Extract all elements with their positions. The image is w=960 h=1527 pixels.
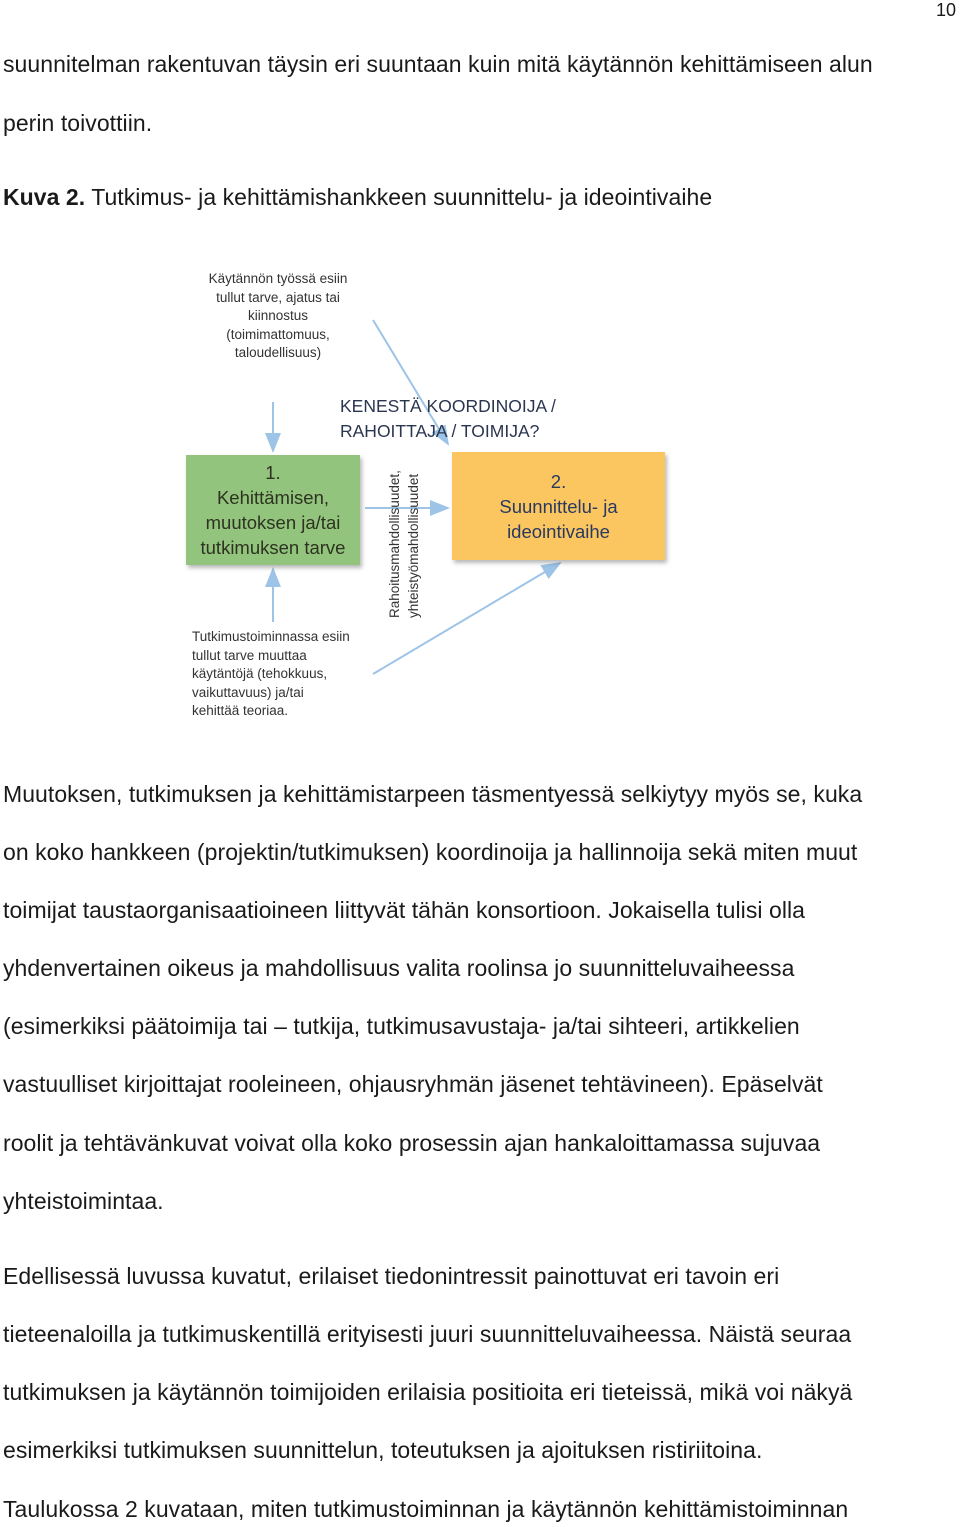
text-line: roolit ja tehtävänkuvat voivat olla koko prosessin ajan hankaloittamassa sujuvaa xyxy=(3,1130,821,1156)
page-number: 10 xyxy=(935,0,956,20)
text-line: tieteenaloilla ja tutkimuskentillä erityisesti juuri suunnitteluvaiheessa. Näistä seuraa xyxy=(3,1321,852,1347)
text-line: vastuulliset kirjoittajat rooleineen, ohjausryhmän jäsenet tehtävineen). Epäselvät xyxy=(3,1071,823,1097)
diagram xyxy=(180,262,680,732)
box-development-need: 1. Kehittämisen, muutoksen ja/tai tutkimuksen tarve xyxy=(186,455,360,565)
coordinator-question: KENESTÄ KOORDINOIJA / RAHOITTAJA / TOIMIJA? xyxy=(340,396,556,441)
text-line: on koko hankkeen (projektin/tutkimuksen) koordinoija ja hallinnoija sekä miten muut xyxy=(3,839,858,865)
box-planning-phase: 2. Suunnittelu- ja ideointivaihe xyxy=(452,452,665,560)
bottom-note: Tutkimustoiminnassa esiin tullut tarve muuttaa käytäntöjä (tehokkuus, vaikuttavuus) ja/tai kehittää teoriaa. xyxy=(192,629,350,719)
top-note: Käytännön työssä esiin tullut tarve, ajatus tai kiinnostus (toimimattomuus, taloudellisuus) xyxy=(208,271,348,361)
text-line: yhteistoimintaa. xyxy=(3,1188,164,1214)
vertical-label: Rahoitusmahdollisuudet, yhteistyömahdollisuudet xyxy=(387,470,421,618)
text-line: toimijat taustaorganisaatioineen liittyvät tähän konsortioon. Jokaisella tulisi olla xyxy=(3,897,805,923)
text-line: tutkimuksen ja käytännön toimijoiden erilaisia positioita eri tieteissä, mikä voi näkyä xyxy=(3,1379,853,1405)
text-line: Edellisessä luvussa kuvatut, erilaiset tiedonintressit painottuvat eri tavoin eri xyxy=(3,1263,780,1289)
caption-lead: Kuva 2. xyxy=(3,184,86,210)
figure-caption xyxy=(3,184,712,211)
caption-text: Tutkimus- ja kehittämishankkeen suunnittelu- ja ideointivaihe xyxy=(85,184,713,210)
intro-line: suunnitelman rakentuvan täysin eri suuntaan kuin mitä käytännön kehittämiseen alun xyxy=(3,51,873,77)
text-line: esimerkiksi tutkimuksen suunnittelun, toteutuksen ja ajoituksen ristiriitoina. xyxy=(3,1437,763,1463)
intro-line: perin toivottiin. xyxy=(3,110,153,136)
text-line: Muutoksen, tutkimuksen ja kehittämistarpeen täsmentyessä selkiytyy myös se, kuka xyxy=(3,781,863,807)
text-line: (esimerkiksi päätoimija tai – tutkija, tutkimusavustaja- ja/tai sihteeri, artikkelien xyxy=(3,1013,800,1039)
text-line: Taulukossa 2 kuvataan, miten tutkimustoiminnan ja käytännön kehittämistoiminnan xyxy=(3,1496,849,1522)
text-line: yhdenvertainen oikeus ja mahdollisuus valita roolinsa jo suunnitteluvaiheessa xyxy=(3,955,795,981)
